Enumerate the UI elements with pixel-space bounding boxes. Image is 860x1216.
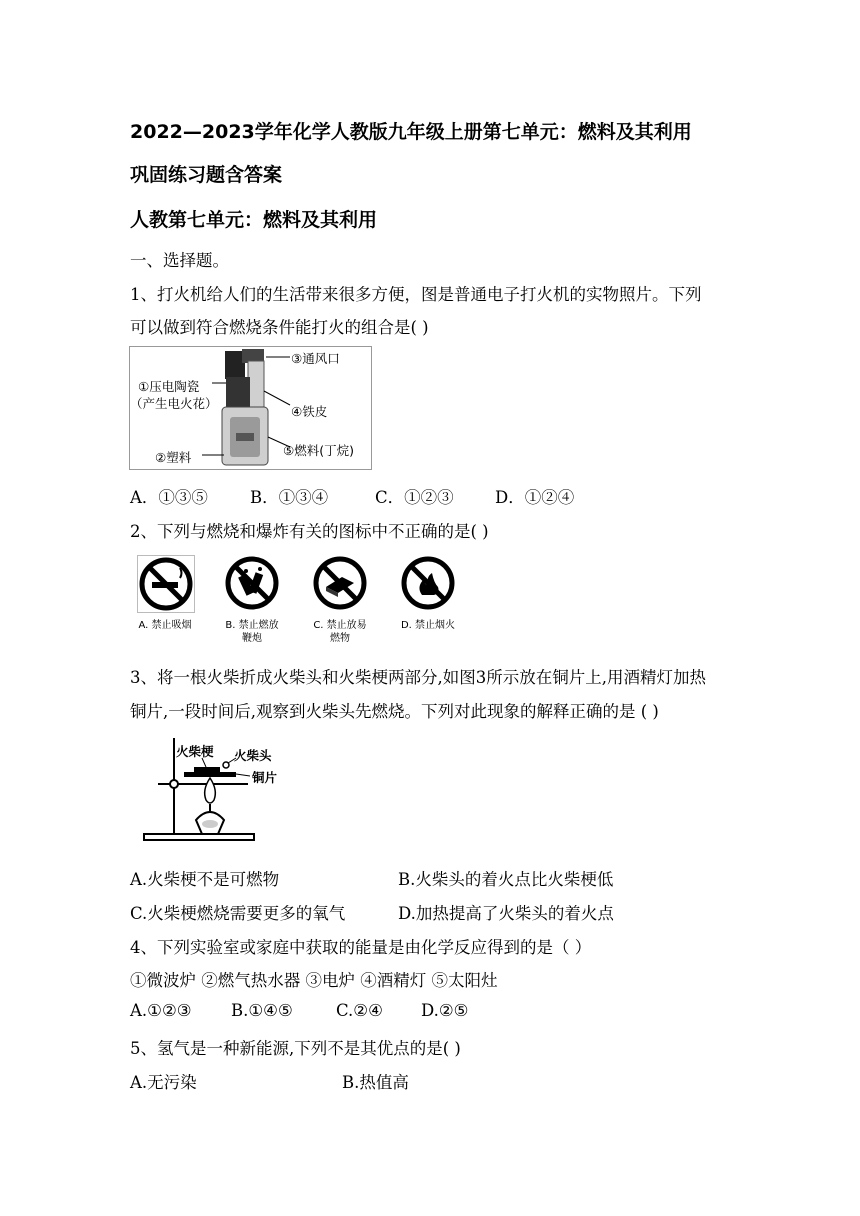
- sign-caption-a-line1: A. 禁止吸烟: [138, 620, 192, 631]
- no-open-flame-icon: [400, 555, 456, 611]
- q3-option-d: D.加热提高了火柴头的着火点: [398, 904, 614, 923]
- q3-option-a: A.火柴梗不是可燃物: [130, 870, 280, 889]
- no-smoking-icon: [138, 556, 194, 612]
- label-fuel: ⑤燃料(丁烷): [283, 443, 354, 458]
- q1-option-a: A．①③⑤: [130, 488, 208, 507]
- q1-option-d: D．①②④: [495, 488, 575, 507]
- unit-heading: 人教第七单元：燃料及其利用: [130, 209, 378, 231]
- label-match-stick: 火柴梗: [176, 744, 214, 759]
- sign-caption-a: [128, 619, 202, 632]
- q1-stem-line1: 1、打火机给人们的生活带来很多方便，图是普通电子打火机的实物照片。下列: [130, 285, 702, 304]
- sign-caption-b-line2: 鞭炮: [242, 633, 262, 644]
- sign-caption-b: [214, 619, 290, 645]
- copper-heating-figure: [140, 734, 300, 846]
- document-title-line2: 巩固练习题含答案: [130, 164, 283, 186]
- label-piezo: ①压电陶瓷: [138, 379, 200, 394]
- q5-option-a: A.无污染: [130, 1073, 197, 1092]
- sign-caption-d: [390, 619, 466, 632]
- q3-stem-line1: 3、将一根火柴折成火柴头和火柴梗两部分,如图3所示放在铜片上,用酒精灯加热: [130, 668, 706, 687]
- sign-caption-c: [302, 619, 378, 645]
- q4-stem: 4、下列实验室或家庭中获取的能量是由化学反应得到的是（ ）: [130, 938, 592, 957]
- q4-items: ①微波炉 ②燃气热水器 ③电炉 ④酒精灯 ⑤太阳灶: [130, 971, 498, 990]
- sign-no-flammables: [312, 555, 368, 611]
- q4-option-a: A.①②③: [130, 1001, 192, 1020]
- q3-stem-line2: 铜片,一段时间后,观察到火柴头先燃烧。下列对此现象的解释正确的是 ( ): [130, 702, 659, 721]
- q4-option-d: D.②⑤: [421, 1001, 469, 1020]
- sign-no-firecrackers: [224, 555, 280, 611]
- copper-heating-illustration: [140, 734, 300, 846]
- label-spark: （产生电火花）: [130, 396, 218, 411]
- q4-option-c: C.②④: [336, 1001, 383, 1020]
- q5-stem: 5、氢气是一种新能源,下列不是其优点的是( ): [130, 1039, 461, 1058]
- sign-caption-c-line1: C. 禁止放易: [313, 620, 367, 631]
- lighter-figure: [129, 346, 372, 470]
- q5-option-b: B.热值高: [342, 1073, 409, 1092]
- q3-option-b: B.火柴头的着火点比火柴梗低: [398, 870, 614, 889]
- sign-no-smoking: [137, 555, 195, 613]
- no-firecrackers-icon: [224, 555, 280, 611]
- q4-option-b: B.①④⑤: [231, 1001, 293, 1020]
- sign-no-open-flame: [400, 555, 456, 611]
- label-plastic: ②塑料: [155, 450, 192, 465]
- sign-caption-d-line1: D. 禁止烟火: [400, 620, 456, 631]
- sign-caption-b-line1: B. 禁止燃放: [225, 620, 279, 631]
- label-iron: ④铁皮: [291, 404, 328, 419]
- document-title-line1: 2022—2023学年化学人教版九年级上册第七单元：燃料及其利用: [130, 121, 692, 143]
- q1-stem-line2: 可以做到符合燃烧条件能打火的组合是( ): [130, 318, 429, 337]
- q1-option-b: B．①③④: [250, 488, 329, 507]
- sign-caption-c-line2: 燃物: [330, 633, 350, 644]
- q3-option-c: C.火柴梗燃烧需要更多的氧气: [130, 904, 346, 923]
- label-match-head: 火柴头: [234, 748, 272, 763]
- q1-option-c: C．①②③: [375, 488, 454, 507]
- label-vent: ③通风口: [291, 351, 340, 366]
- q2-stem: 2、下列与燃烧和爆炸有关的图标中不正确的是( ): [130, 522, 489, 541]
- section-heading: 一、选择题。: [130, 251, 229, 270]
- label-copper-plate: 铜片: [252, 770, 278, 785]
- no-flammables-icon: [312, 555, 368, 611]
